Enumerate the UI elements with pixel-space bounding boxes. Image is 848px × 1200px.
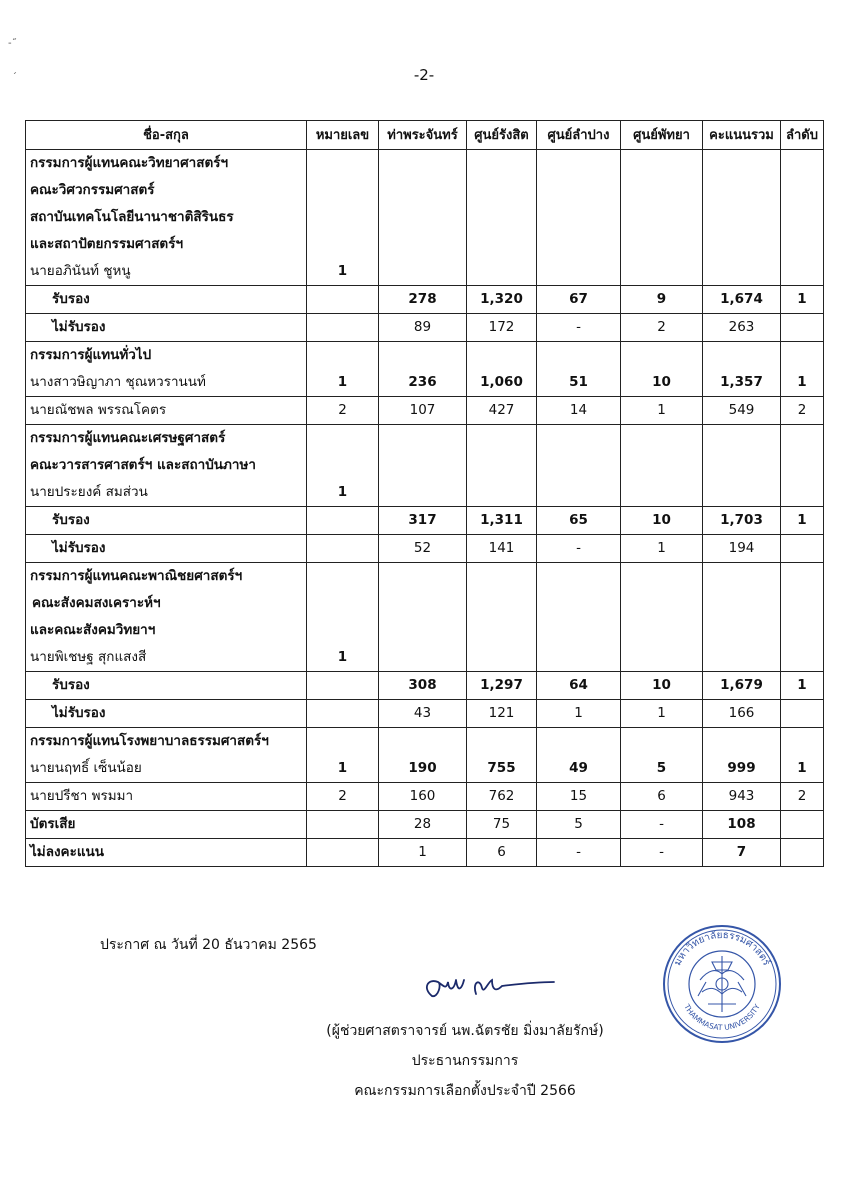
rank-cell [781, 150, 824, 178]
name-cell: กรรมการผู้แทนคณะเศรษฐศาสตร์ [26, 425, 307, 453]
signature-icon [418, 968, 558, 1008]
scan-speck: ˊ [12, 72, 17, 83]
signatory-position: ประธานกรรมการ [411, 1053, 519, 1069]
pattaya-cell: 10 [621, 369, 703, 397]
pattaya-cell: 10 [621, 672, 703, 700]
number-cell: 1 [307, 644, 379, 672]
number-cell [307, 535, 379, 563]
rank-cell [781, 644, 824, 672]
section-title-row [26, 342, 824, 370]
header-number: หมายเลข [307, 121, 379, 150]
lampang-cell [537, 150, 621, 178]
total-cell: 1,357 [703, 369, 781, 397]
header-tha-phra-chan: ท่าพระจันทร์ [379, 121, 467, 150]
number-cell [307, 204, 379, 231]
name-cell: รับรอง [26, 286, 307, 314]
section-title-row [26, 590, 824, 617]
lampang-cell: 51 [537, 369, 621, 397]
candidate-row [26, 783, 824, 811]
tha-phra-chan-cell [379, 204, 467, 231]
header-rank: ลำดับ [781, 121, 824, 150]
vote-row [26, 314, 824, 342]
rank-cell: 1 [781, 672, 824, 700]
rank-cell: 1 [781, 369, 824, 397]
name-cell: นายพิเชษฐ สุกแสงสี [26, 644, 307, 672]
name-cell: คณะวารสารศาสตร์ฯ และสถาบันภาษา [26, 452, 307, 479]
total-cell: 7 [703, 839, 781, 867]
tha-phra-chan-cell [379, 728, 467, 756]
name-cell: และคณะสังคมวิทยาฯ [26, 617, 307, 644]
rangsit-cell [467, 150, 537, 178]
total-cell: 1,674 [703, 286, 781, 314]
summary-row [26, 811, 824, 839]
rank-cell [781, 811, 824, 839]
rank-cell: 2 [781, 397, 824, 425]
lampang-cell [537, 425, 621, 453]
number-cell [307, 563, 379, 591]
tha-phra-chan-cell [379, 425, 467, 453]
total-cell: 1,703 [703, 507, 781, 535]
number-cell [307, 177, 379, 204]
lampang-cell [537, 177, 621, 204]
number-cell [307, 507, 379, 535]
candidate-row [26, 258, 824, 286]
total-cell [703, 342, 781, 370]
rangsit-cell: 755 [467, 755, 537, 783]
lampang-cell [537, 644, 621, 672]
lampang-cell: 14 [537, 397, 621, 425]
total-cell: 108 [703, 811, 781, 839]
tha-phra-chan-cell [379, 258, 467, 286]
candidate-row [26, 369, 824, 397]
lampang-cell [537, 563, 621, 591]
rangsit-cell: 121 [467, 700, 537, 728]
name-cell: สถาบันเทคโนโลยีนานาชาติสิรินธร [26, 204, 307, 231]
rangsit-cell [467, 258, 537, 286]
rangsit-cell [467, 425, 537, 453]
rangsit-cell: 1,311 [467, 507, 537, 535]
name-cell: คณะสังคมสงเคราะห์ฯ [26, 590, 307, 617]
university-seal-icon [660, 922, 784, 1046]
total-cell [703, 479, 781, 507]
name-cell: รับรอง [26, 507, 307, 535]
tha-phra-chan-cell: 107 [379, 397, 467, 425]
total-cell: 999 [703, 755, 781, 783]
election-results-table [25, 120, 824, 867]
total-cell [703, 452, 781, 479]
rangsit-cell: 1,060 [467, 369, 537, 397]
header-pattaya: ศูนย์พัทยา [621, 121, 703, 150]
lampang-cell: 5 [537, 811, 621, 839]
number-cell [307, 314, 379, 342]
lampang-cell: 67 [537, 286, 621, 314]
rank-cell [781, 535, 824, 563]
rank-cell: 1 [781, 286, 824, 314]
rangsit-cell [467, 590, 537, 617]
pattaya-cell [621, 204, 703, 231]
pattaya-cell [621, 479, 703, 507]
total-cell [703, 563, 781, 591]
lampang-cell: 64 [537, 672, 621, 700]
tha-phra-chan-cell [379, 479, 467, 507]
pattaya-cell: 6 [621, 783, 703, 811]
rank-cell [781, 177, 824, 204]
tha-phra-chan-cell [379, 452, 467, 479]
pattaya-cell: 1 [621, 700, 703, 728]
rank-cell [781, 231, 824, 258]
number-cell: 1 [307, 369, 379, 397]
lampang-cell [537, 204, 621, 231]
number-cell [307, 728, 379, 756]
pattaya-cell [621, 728, 703, 756]
pattaya-cell: 9 [621, 286, 703, 314]
total-cell: 1,679 [703, 672, 781, 700]
lampang-cell [537, 258, 621, 286]
pattaya-cell: - [621, 811, 703, 839]
section-title-row [26, 728, 824, 756]
tha-phra-chan-cell: 278 [379, 286, 467, 314]
tha-phra-chan-cell: 52 [379, 535, 467, 563]
name-cell: ไม่รับรอง [26, 314, 307, 342]
name-cell: นายนฤทธิ์ เซ็นน้อย [26, 755, 307, 783]
tha-phra-chan-cell [379, 342, 467, 370]
number-cell [307, 452, 379, 479]
rangsit-cell [467, 644, 537, 672]
section-title-row [26, 452, 824, 479]
total-cell: 943 [703, 783, 781, 811]
name-cell: รับรอง [26, 672, 307, 700]
candidate-row [26, 755, 824, 783]
number-cell [307, 342, 379, 370]
lampang-cell: 65 [537, 507, 621, 535]
seal-text-th: มหาวิทยาลัยธรรมศาสตร์ [672, 929, 772, 968]
rank-cell [781, 204, 824, 231]
scan-speck: -˝ [8, 38, 17, 49]
total-cell [703, 425, 781, 453]
table-body [26, 150, 824, 867]
section-title-row [26, 617, 824, 644]
signatory-name: (ผู้ช่วยศาสตราจารย์ นพ.ฉัตรชัย มิ่งมาลัยรักษ์) [326, 1023, 604, 1039]
rangsit-cell: 75 [467, 811, 537, 839]
pattaya-cell [621, 452, 703, 479]
total-cell [703, 150, 781, 178]
total-cell [703, 204, 781, 231]
lampang-cell: 15 [537, 783, 621, 811]
rangsit-cell: 172 [467, 314, 537, 342]
tha-phra-chan-cell: 89 [379, 314, 467, 342]
lampang-cell [537, 728, 621, 756]
rangsit-cell: 427 [467, 397, 537, 425]
tha-phra-chan-cell: 1 [379, 839, 467, 867]
lampang-cell [537, 452, 621, 479]
pattaya-cell [621, 258, 703, 286]
name-cell: นายณัชพล พรรณโคตร [26, 397, 307, 425]
number-cell: 1 [307, 755, 379, 783]
lampang-cell: 1 [537, 700, 621, 728]
tha-phra-chan-cell [379, 231, 467, 258]
rangsit-cell: 141 [467, 535, 537, 563]
candidate-row [26, 644, 824, 672]
vote-row [26, 286, 824, 314]
pattaya-cell: - [621, 839, 703, 867]
section-title-row [26, 177, 824, 204]
number-cell: 2 [307, 397, 379, 425]
number-cell: 1 [307, 479, 379, 507]
candidate-row [26, 397, 824, 425]
rangsit-cell [467, 728, 537, 756]
tha-phra-chan-cell: 160 [379, 783, 467, 811]
tha-phra-chan-cell [379, 590, 467, 617]
rangsit-cell: 1,320 [467, 286, 537, 314]
number-cell [307, 590, 379, 617]
tha-phra-chan-cell: 308 [379, 672, 467, 700]
name-cell: กรรมการผู้แทนโรงพยาบาลธรรมศาสตร์ฯ [26, 728, 307, 756]
total-cell [703, 728, 781, 756]
number-cell [307, 811, 379, 839]
tha-phra-chan-cell [379, 563, 467, 591]
number-cell [307, 700, 379, 728]
tha-phra-chan-cell: 43 [379, 700, 467, 728]
tha-phra-chan-cell: 190 [379, 755, 467, 783]
section-title-row [26, 425, 824, 453]
rangsit-cell [467, 342, 537, 370]
number-cell [307, 839, 379, 867]
pattaya-cell: 5 [621, 755, 703, 783]
name-cell: นางสาวษิญาภา ชุณหวรานนท์ [26, 369, 307, 397]
pattaya-cell [621, 425, 703, 453]
rangsit-cell [467, 177, 537, 204]
rangsit-cell: 762 [467, 783, 537, 811]
number-cell [307, 231, 379, 258]
name-cell: กรรมการผู้แทนคณะวิทยาศาสตร์ฯ [26, 150, 307, 178]
pattaya-cell [621, 590, 703, 617]
section-title-row [26, 563, 824, 591]
lampang-cell [537, 590, 621, 617]
rangsit-cell [467, 617, 537, 644]
total-cell [703, 590, 781, 617]
tha-phra-chan-cell [379, 177, 467, 204]
candidate-row [26, 479, 824, 507]
rangsit-cell [467, 231, 537, 258]
vote-row [26, 672, 824, 700]
lampang-cell: - [537, 535, 621, 563]
number-cell [307, 286, 379, 314]
rank-cell [781, 425, 824, 453]
number-cell: 2 [307, 783, 379, 811]
total-cell [703, 617, 781, 644]
pattaya-cell [621, 563, 703, 591]
pattaya-cell: 2 [621, 314, 703, 342]
rangsit-cell [467, 204, 537, 231]
pattaya-cell [621, 342, 703, 370]
total-cell: 549 [703, 397, 781, 425]
name-cell: ไม่ลงคะแนน [26, 839, 307, 867]
name-cell: กรรมการผู้แทนคณะพาณิชยศาสตร์ฯ [26, 563, 307, 591]
rangsit-cell: 6 [467, 839, 537, 867]
pattaya-cell [621, 644, 703, 672]
lampang-cell: - [537, 314, 621, 342]
rank-cell [781, 342, 824, 370]
lampang-cell: 49 [537, 755, 621, 783]
number-cell: 1 [307, 258, 379, 286]
name-cell: ไม่รับรอง [26, 700, 307, 728]
rangsit-cell [467, 452, 537, 479]
total-cell [703, 258, 781, 286]
tha-phra-chan-cell [379, 644, 467, 672]
total-cell [703, 644, 781, 672]
rank-cell [781, 617, 824, 644]
rangsit-cell: 1,297 [467, 672, 537, 700]
header-total: คะแนนรวม [703, 121, 781, 150]
number-cell [307, 150, 379, 178]
name-cell: ไม่รับรอง [26, 535, 307, 563]
section-title-row [26, 231, 824, 258]
total-cell: 194 [703, 535, 781, 563]
rank-cell [781, 728, 824, 756]
rangsit-cell [467, 563, 537, 591]
page-number: -2- [413, 66, 435, 84]
rank-cell [781, 479, 824, 507]
vote-row [26, 700, 824, 728]
rank-cell [781, 839, 824, 867]
table-header-row [26, 121, 824, 150]
rank-cell [781, 452, 824, 479]
lampang-cell [537, 479, 621, 507]
total-cell: 166 [703, 700, 781, 728]
announcement-date: ประกาศ ณ วันที่ 20 ธันวาคม 2565 [100, 937, 317, 953]
header-rangsit: ศูนย์รังสิต [467, 121, 537, 150]
rank-cell [781, 258, 824, 286]
section-title-row [26, 150, 824, 178]
pattaya-cell: 1 [621, 535, 703, 563]
tha-phra-chan-cell: 28 [379, 811, 467, 839]
number-cell [307, 672, 379, 700]
vote-row [26, 535, 824, 563]
name-cell: กรรมการผู้แทนทั่วไป [26, 342, 307, 370]
rank-cell: 1 [781, 507, 824, 535]
name-cell: และสถาปัตยกรรมศาสตร์ฯ [26, 231, 307, 258]
total-cell [703, 177, 781, 204]
tha-phra-chan-cell: 317 [379, 507, 467, 535]
pattaya-cell [621, 617, 703, 644]
lampang-cell [537, 617, 621, 644]
section-title-row [26, 204, 824, 231]
rank-cell: 1 [781, 755, 824, 783]
rank-cell [781, 563, 824, 591]
summary-row [26, 839, 824, 867]
name-cell: บัตรเสีย [26, 811, 307, 839]
number-cell [307, 425, 379, 453]
total-cell [703, 231, 781, 258]
pattaya-cell [621, 150, 703, 178]
name-cell: นายอภินันท์ ชูหนู [26, 258, 307, 286]
header-lampang: ศูนย์ลำปาง [537, 121, 621, 150]
signatory-committee: คณะกรรมการเลือกตั้งประจำปี 2566 [354, 1083, 576, 1099]
tha-phra-chan-cell [379, 617, 467, 644]
lampang-cell [537, 342, 621, 370]
lampang-cell [537, 231, 621, 258]
seal-text-en: THAMMASAT UNIVERSITY [682, 1002, 762, 1033]
rank-cell [781, 314, 824, 342]
rank-cell [781, 700, 824, 728]
pattaya-cell: 1 [621, 397, 703, 425]
tha-phra-chan-cell [379, 150, 467, 178]
header-name: ชื่อ-สกุล [26, 121, 307, 150]
rank-cell [781, 590, 824, 617]
rangsit-cell [467, 479, 537, 507]
pattaya-cell [621, 231, 703, 258]
total-cell: 263 [703, 314, 781, 342]
name-cell: นายปรีชา พรมมา [26, 783, 307, 811]
lampang-cell: - [537, 839, 621, 867]
number-cell [307, 617, 379, 644]
name-cell: นายประยงค์ สมส่วน [26, 479, 307, 507]
pattaya-cell [621, 177, 703, 204]
rank-cell: 2 [781, 783, 824, 811]
vote-row [26, 507, 824, 535]
tha-phra-chan-cell: 236 [379, 369, 467, 397]
pattaya-cell: 10 [621, 507, 703, 535]
name-cell: คณะวิศวกรรมศาสตร์ [26, 177, 307, 204]
